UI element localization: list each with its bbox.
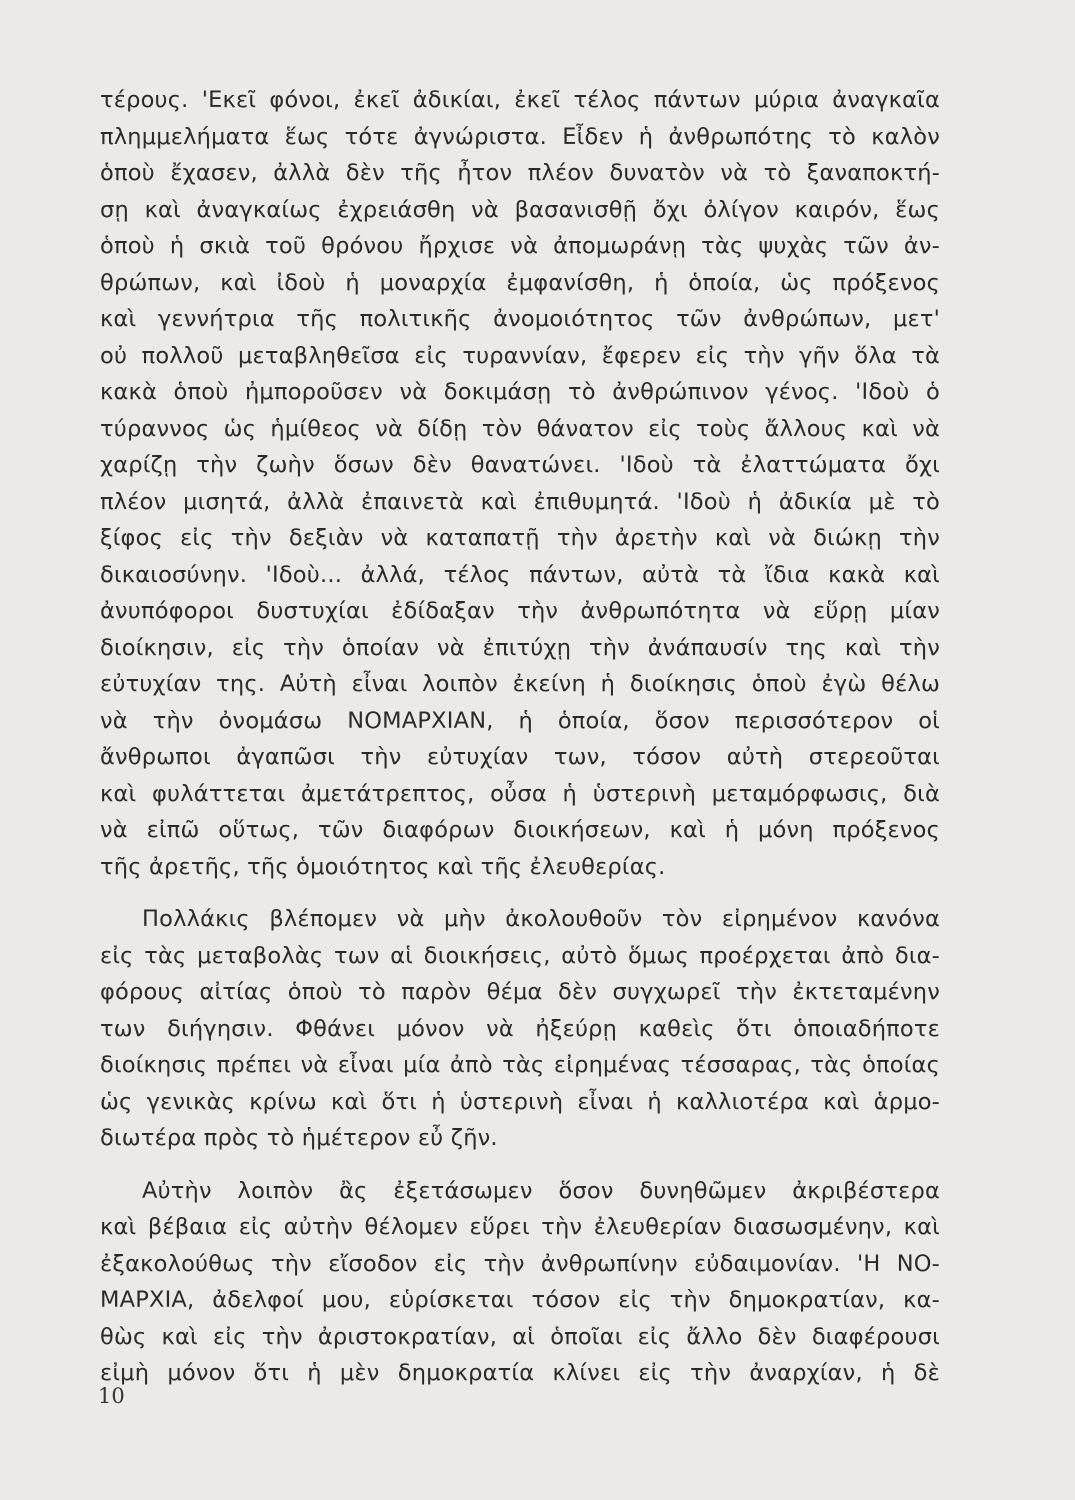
page-number: 10 bbox=[98, 1384, 125, 1408]
paragraph-3 bbox=[100, 1173, 940, 1392]
text-line: ΜΑΡΧΙΑ, ἀδελφοί μου, εὑρίσκεται τόσον εἰς τὴν δημοκρατίαν, κα- bbox=[100, 1287, 940, 1313]
text-line: εὐτυχίαν της. Αὐτὴ εἶναι λοιπὸν ἐκείνη ἡ διοίκησις ὁποὺ ἐγὼ θέλω bbox=[100, 671, 940, 697]
text-line: τέρους. 'Εκεῖ φόνοι, ἐκεῖ ἀδικίαι, ἐκεῖ τέλος πάντων μύρια ἀναγκαῖα bbox=[100, 87, 940, 113]
text-line: σῃ καὶ ἀναγκαίως ἐχρειάσθη νὰ βασανισθῇ ὄχι ὀλίγον καιρόν, ἕως bbox=[100, 196, 940, 223]
paragraph-gap bbox=[100, 1157, 940, 1173]
text-line: εἰμὴ μόνον ὅτι ἡ μὲν δημοκρατία κλίνει εἰς τὴν ἀναρχίαν, ἡ δὲ bbox=[100, 1360, 940, 1386]
text-line: δικαιοσύνην. 'Ιδοὺ... ἀλλά, τέλος πάντων, αὐτὰ τὰ ἴδια κακὰ καὶ bbox=[100, 561, 940, 588]
text-line: ὁποὺ ἡ σκιὰ τοῦ θρόνου ἤρχισε νὰ ἀπομωράνῃ τὰς ψυχὰς τῶν ἀν- bbox=[100, 233, 940, 259]
text-line: ὁποὺ ἔχασεν, ἀλλὰ δὲν τῆς ἦτον πλέον δυνατὸν νὰ τὸ ξαναποκτή- bbox=[100, 160, 940, 186]
text-line: οὐ πολλοῦ μεταβληθεῖσα εἰς τυραννίαν, ἔφερεν εἰς τὴν γῆν ὅλα τὰ bbox=[100, 342, 940, 369]
text-line: Αὐτὴν λοιπὸν ἂς ἐξετάσωμεν ὅσον δυνηθῶμεν ἀκριβέστερα bbox=[142, 1177, 940, 1204]
paragraph-1 bbox=[100, 82, 940, 885]
text-line: ὡς γενικὰς κρίνω καὶ ὅτι ἡ ὑστερινὴ εἶναι ἡ καλλιοτέρα καὶ ἁρμο- bbox=[100, 1088, 940, 1115]
text-line: τῆς ἀρετῆς, τῆς ὁμοιότητος καὶ τῆς ἐλευθερίας. bbox=[100, 853, 666, 880]
paragraph-gap bbox=[100, 885, 940, 901]
text-line: πλέον μισητά, ἀλλὰ ἐπαινετὰ καὶ ἐπιθυμητά. 'Ιδοὺ ἡ ἀδικία μὲ τὸ bbox=[100, 488, 940, 515]
text-line: Πολλάκις βλέπομεν νὰ μὴν ἀκολουθοῦν τὸν εἰρημένον κανόνα bbox=[142, 906, 940, 932]
text-line: ἐξακολούθως τὴν εἴσοδον εἰς τὴν ἀνθρωπίνην εὐδαιμονίαν. 'Η ΝΟ- bbox=[100, 1250, 940, 1277]
text-line: ἀνυπόφοροι δυστυχίαι ἐδίδαξαν τὴν ἀνθρωπότητα νὰ εὕρῃ μίαν bbox=[100, 598, 940, 624]
text-line: των διήγησιν. Φθάνει μόνον νὰ ἠξεύρῃ καθεὶς ὅτι ὁποιαδήποτε bbox=[100, 1015, 940, 1042]
text-line: κακὰ ὁποὺ ἠμποροῦσεν νὰ δοκιμάσῃ τὸ ἀνθρώπινον γένος. 'Ιδοὺ ὁ bbox=[100, 379, 940, 405]
text-line: καὶ γεννήτρια τῆς πολιτικῆς ἀνομοιότητος τῶν ἀνθρώπων, μετ' bbox=[100, 306, 940, 332]
text-line: τύραννος ὡς ἡμίθεος νὰ δίδῃ τὸν θάνατον εἰς τοὺς ἄλλους καὶ νὰ bbox=[100, 415, 940, 442]
text-line: διωτέρα πρὸς τὸ ἡμέτερον εὖ ζῆν. bbox=[100, 1125, 498, 1151]
text-line: θὼς καὶ εἰς τὴν ἀριστοκρατίαν, αἱ ὁποῖαι εἰς ἄλλο δὲν διαφέρουσι bbox=[100, 1323, 940, 1350]
paragraph-2 bbox=[100, 901, 940, 1157]
text-line: νὰ εἰπῶ οὕτως, τῶν διαφόρων διοικήσεων, καὶ ἡ μόνη πρόξενος bbox=[100, 817, 940, 843]
text-line: νὰ τὴν ὀνομάσω ΝΟΜΑΡΧΙΑΝ, ἡ ὁποία, ὅσον περισσότερον οἱ bbox=[100, 707, 940, 734]
text-line: διοίκησιν, εἰς τὴν ὁποίαν νὰ ἐπιτύχῃ τὴν ἀνάπαυσίν της καὶ τὴν bbox=[100, 634, 940, 661]
text-line: καὶ βέβαια εἰς αὐτὴν θέλομεν εὕρει τὴν ἐλευθερίαν διασωσμένην, καὶ bbox=[100, 1214, 940, 1240]
body-text bbox=[100, 82, 940, 1392]
text-line: διοίκησις πρέπει νὰ εἶναι μία ἀπὸ τὰς εἰρημένας τέσσαρας, τὰς ὁποίας bbox=[100, 1052, 940, 1078]
text-line: εἰς τὰς μεταβολὰς των αἱ διοικήσεις, αὐτὸ ὅμως προέρχεται ἀπὸ δια- bbox=[100, 942, 940, 969]
text-line: πλημμελήματα ἕως τότε ἀγνώριστα. Εἶδεν ἡ ἀνθρωπότης τὸ καλὸν bbox=[100, 123, 940, 150]
text-line: καὶ φυλάττεται ἀμετάτρεπτος, οὖσα ἡ ὑστερινὴ μεταμόρφωσις, διὰ bbox=[100, 780, 940, 807]
text-line: ἄνθρωποι ἀγαπῶσι τὴν εὐτυχίαν των, τόσον αὐτὴ στερεοῦται bbox=[100, 744, 940, 770]
text-line: χαρίζῃ τὴν ζωὴν ὅσων δὲν θανατώνει. 'Ιδοὺ τὰ ἐλαττώματα ὄχι bbox=[100, 452, 940, 478]
text-line: ξίφος εἰς τὴν δεξιὰν νὰ καταπατῇ τὴν ἀρετὴν καὶ νὰ διώκῃ τὴν bbox=[100, 525, 940, 551]
text-line: θρώπων, καὶ ἰδοὺ ἡ μοναρχία ἐμφανίσθη, ἡ ὁποία, ὡς πρόξενος bbox=[100, 269, 940, 296]
text-line: φόρους αἰτίας ὁποὺ τὸ παρὸν θέμα δὲν συγχωρεῖ τὴν ἐκτεταμένην bbox=[100, 979, 940, 1005]
